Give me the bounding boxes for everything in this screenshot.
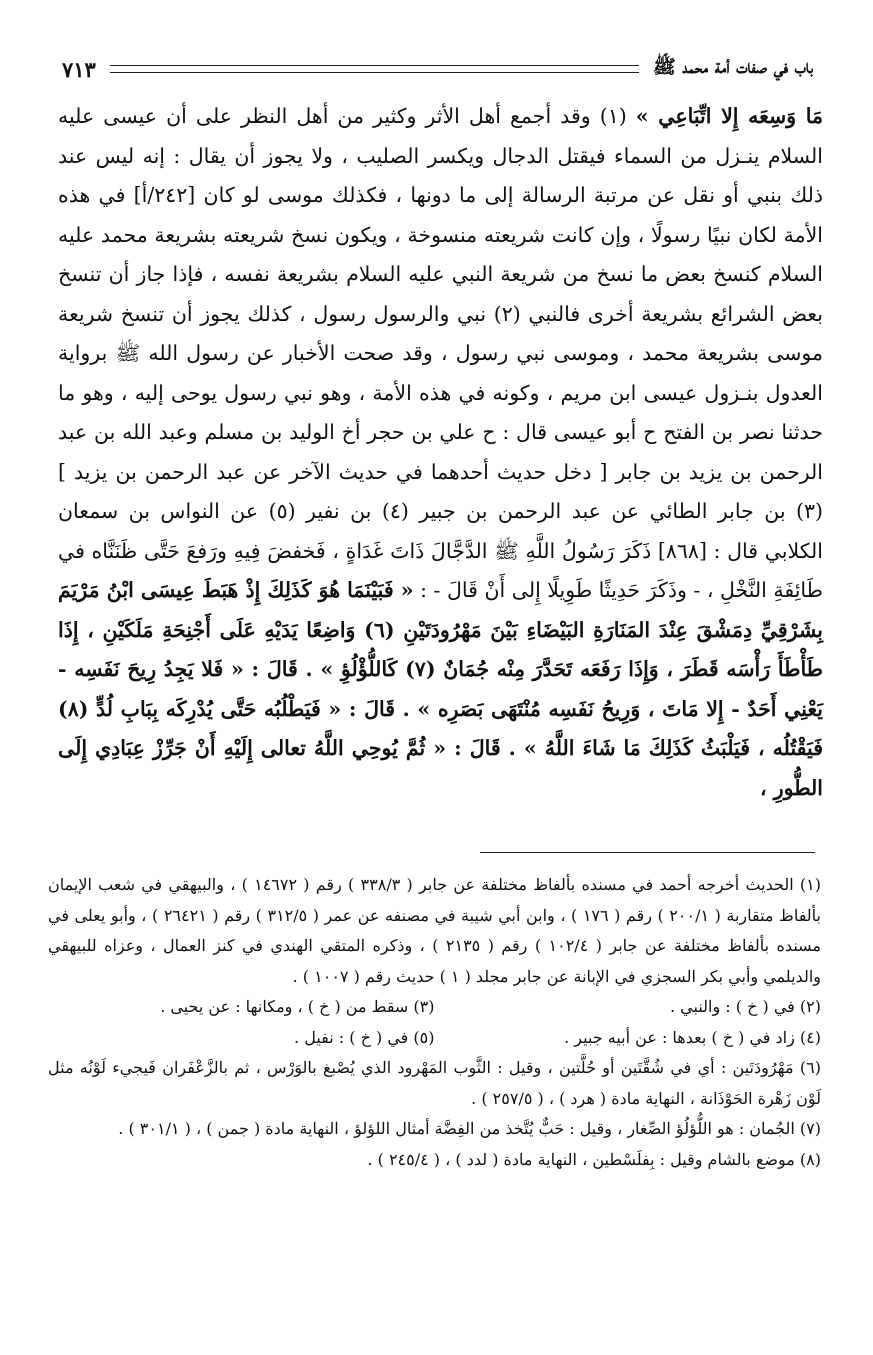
footnote-row xyxy=(48,992,821,1023)
main-text xyxy=(58,97,823,808)
footnotes xyxy=(48,870,821,1175)
footnote-separator xyxy=(480,852,815,853)
header-double-rule xyxy=(110,65,639,73)
footnote-2: (٢) في ( خ ) : والنبي . xyxy=(670,997,821,1016)
footnote-5: (٥) في ( خ ) : نفيل . xyxy=(294,1027,435,1047)
page-header xyxy=(62,46,813,92)
body-paragraph-text: (١) وقد أجمع أهل الأثر وكثير من أهل النظر على أن عيسى عليه السلام ينـزل من السماء فيقتل الدجال ويكسر الصليب ، ولا يجوز أن يقال : إنه ليس عند ذلك بنبي أو نقل عن مرتبة الرسالة إلى ما دونها ، فكذلك موسى لو كان [٢٤٢/أ] في هذه الأمة لكان نبيًا رسولًا ، وإن كانت شريعته منسوخة ، ويكون نسخ شريعته بشريعة محمد عليه السلام كنسخ بعض ما نسخ من شريعة النبي عليه السلام بشريعة نفسه ، فإذا جاز أن تنسخ بعض الشرائع بشريعة أخرى فالنبي (٢) نبي والرسول رسول ، كذلك يجوز أن تنسخ شريعة موسى بشريعة محمد ، وموسى نبي رسول ، وقد صحت الأخبار عن رسول الله ﷺ برواية العدول بنـزول عيسى ابن مريم ، وكونه في هذه الأمة ، وهو نبي رسول يوحى إليه ، وهو ما حدثنا نصر بن الفتح ح أبو عيسى قال : ح علي بن حجر أخ الوليد بن مسلم وعبد الله بن عبد الرحمن بن يزيد بن جابر [ دخل حديث أحدهما في حديث الآخر عن عبد الرحمن بن يزيد ] (٣) بن جابر الطائي عن عبد الرحمن بن جبير (٤) بن نفير (٥) عن النواس بن سمعان الكلابي قال : [٨٦٨] ذَكَرَ رَسُولُ اللَّهِ ﷺ الدَّجَّالَ ذَاتَ غَدَاةٍ ، فَخفضَ فِيهِ ورَفعَ حَتَّى ظَنَنَّاه في طَائِفَةِ النَّخْلِ ، - وذَكَرَ حَدِيثًا طَوِيلًا إِلى أَنْ قَالَ - : xyxy=(58,104,823,602)
hadith-quote-opening: مَا وَسِعَه إِلا اتِّبَاعِي » xyxy=(635,104,824,128)
footnote-1: (١) الحديث أخرجه أحمد في مسنده بألفاظ مختلفة عن جابر ( ٣٣٨/٣ ) رقم ( ١٤٦٧٢ ) ، والبيهقي في شعب الإيمان بألفاظ متقاربة ( ٢٠٠/١ ) رقم ( ١٧٦ ) ، وابن أبي شيبة في مصنفه عن عمر ( ٣١٢/٥ ) رقم ( ٢٦٤٢١ ) ، وأبو يعلى في مسنده بألفاظ مختلفة عن جابر ( ١٠٢/٤ ) رقم ( ٢١٣٥ ) ، وذكره المتقي الهندي في كنز العمال ، وعزاه للبيهقي والديلمي وأبي بكر السجزي في الإبانة عن جابر مجلد ( ١ ) حديث رقم ( ١٠٠٧ ) . xyxy=(48,875,822,986)
footnote-3: (٣) سقط من ( خ ) ، ومكانها : عن يحيى . xyxy=(160,997,435,1016)
footnote-4: (٤) زاد في ( خ ) بعدها : عن أبيه جبير . xyxy=(564,1027,821,1047)
footnote-6: (٦) مَهْرُودَتَين : أي في شُقَّتَين أو حُلَّتين ، وقيل : الثَّوب المَهْرود الذي يُصْبغ بالوَرْس ، ثم بالزَّعْفَران فَيجيء لَوْنُه مثل لَوْن زَهْرة الحَوْذَانة ، النهاية مادة ( هرد ) ، ( ٢٥٧/٥ ) . xyxy=(48,1058,821,1108)
body-paragraph xyxy=(58,97,823,808)
page-number: ٧١٣ xyxy=(62,56,96,82)
footnote-7: (٧) الجُمان : هو اللُّؤلُؤ الصِّغار ، وقيل : حَبٌّ يُتَّخذ من الفِضَّة أمثال اللؤلؤ ، النهاية مادة ( جمن ) ، ( ٣٠١/١ ) . xyxy=(118,1119,821,1138)
footnote-8: (٨) موضع بالشام وقيل : بِفلَسْطين ، النهاية مادة ( لدد ) ، ( ٢٤٥/٤ ) . xyxy=(367,1149,821,1169)
running-title: باب في صفات أمة محمد ﷺ xyxy=(652,56,813,78)
footnote-row xyxy=(48,1023,821,1054)
hadith-quote-main: « فَبَيْنَمَا هُوَ كَذَلِكَ إِذْ هَبَطَ عِيسَى ابْنُ مَرْيَمَ بِشَرْقِيِّ دِمَشْقَ عِنْدَ المَنَارَةِ البَيْضَاءِ بَيْنَ مَهْرُودَتَيْنِ (٦) وَاضِعًا يَدَيْهِ عَلَى أَجْنِحَةِ مَلَكَيْنِ ، إِذَا طَأْطَأَ رَأْسَه قَطَرَ ، وَإِذَا رَفَعَه تَحَدَّرَ مِنْه جُمَانٌ (٧) كَاللُّؤْلُؤِ » . قَالَ : « فَلا يَجِدُ رِيحَ نَفَسِه - يَعْنِي أَحَدٌ - إِلا مَاتَ ، وَرِيحُ نَفَسِه مُنْتَهَى بَصَرِه » . قَالَ : « فَيَطْلُبُه حَتَّى يُدْرِكَه بِبَابِ لُدٍّ (٨) فَيَقْتُلُه ، فَيَلْبَثُ كَذَلِكَ مَا شَاءَ اللَّهُ » . قَالَ : « ثُمَّ يُوحِي اللَّهُ تعالى إِلَيْهِ أَنْ جَرِّزْ عِبَادِي إِلَى الطُّورِ ، xyxy=(58,578,824,800)
